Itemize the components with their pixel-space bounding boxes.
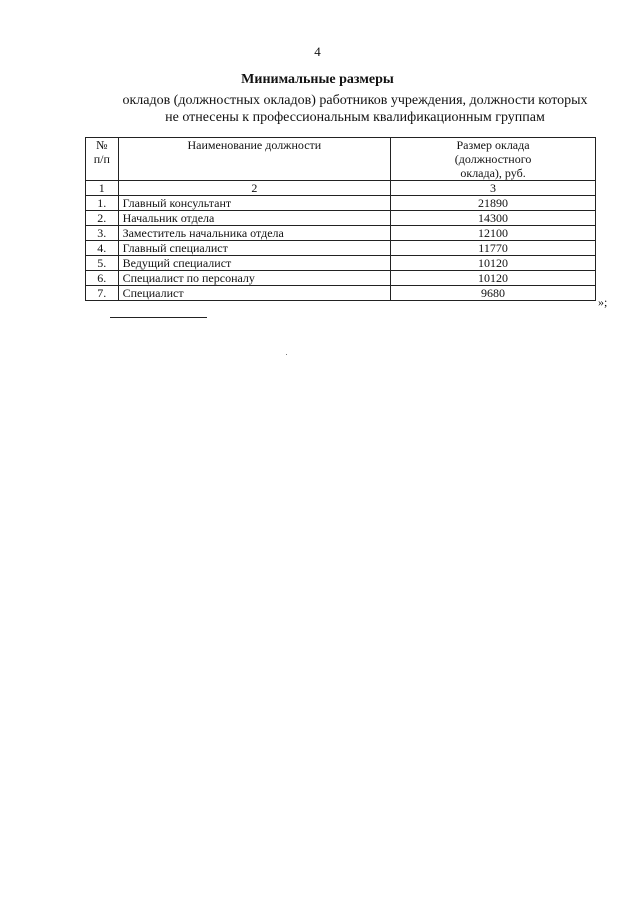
table-row (86, 271, 596, 286)
column-number-1: 1 (86, 181, 119, 196)
row-position-name: Главный консультант (118, 196, 391, 211)
table-row (86, 286, 596, 301)
row-position-name: Начальник отдела (118, 211, 391, 226)
row-salary: 11770 (391, 241, 596, 256)
subtitle-line-1: окладов (должностных окладов) работников учреждения, должности которых (122, 93, 588, 108)
table-header-row (86, 138, 596, 181)
column-number-2: 2 (118, 181, 391, 196)
header-salary-line-2: (должностного (454, 152, 532, 166)
row-num: 7. (86, 286, 119, 301)
column-number-row (86, 181, 596, 196)
header-salary-line-1: Размер оклада (456, 138, 530, 152)
row-num: 5. (86, 256, 119, 271)
row-num: 1. (86, 196, 119, 211)
row-position-name: Главный специалист (118, 241, 391, 256)
header-salary-line-3: оклада), руб. (460, 166, 526, 180)
subtitle-line-2: не отнесены к профессиональным квалификационным группам (165, 110, 545, 125)
row-num: 6. (86, 271, 119, 286)
row-salary: 14300 (391, 211, 596, 226)
table-row (86, 256, 596, 271)
closing-quote-mark: »; (598, 295, 608, 309)
row-num: 4. (86, 241, 119, 256)
row-position-name: Специалист по персоналу (118, 271, 391, 286)
row-salary: 21890 (391, 196, 596, 211)
row-position-name: Заместитель начальника отдела (118, 226, 391, 241)
row-num: 3. (86, 226, 119, 241)
column-number-3: 3 (391, 181, 596, 196)
table-row (86, 196, 596, 211)
table-row (86, 226, 596, 241)
header-num-line-2: п/п (93, 152, 110, 166)
page-number: 4 (314, 44, 321, 59)
row-salary: 12100 (391, 226, 596, 241)
scan-speck (286, 354, 287, 355)
header-salary (391, 138, 596, 181)
row-salary: 10120 (391, 256, 596, 271)
row-position-name: Специалист (118, 286, 391, 301)
header-num-line-1: № (96, 138, 108, 152)
salary-table (85, 137, 596, 301)
header-num (86, 138, 119, 181)
document-title: Минимальные размеры (241, 72, 394, 87)
row-position-name: Ведущий специалист (118, 256, 391, 271)
table-row (86, 211, 596, 226)
document-subtitle (100, 92, 610, 126)
table-row (86, 241, 596, 256)
header-name: Наименование должности (118, 138, 391, 181)
row-salary: 10120 (391, 271, 596, 286)
row-salary: 9680 (391, 286, 596, 301)
footnote-separator-line (110, 317, 207, 318)
row-num: 2. (86, 211, 119, 226)
